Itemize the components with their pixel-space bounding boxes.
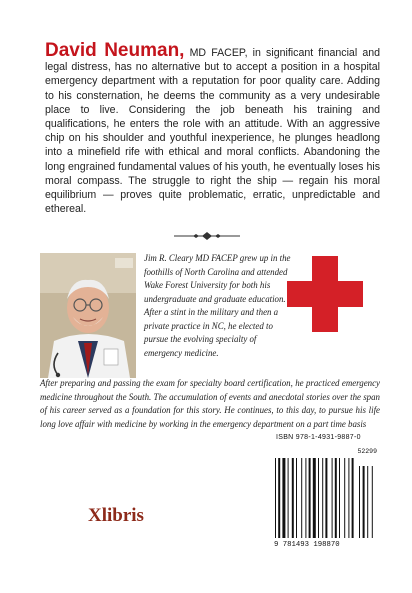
ornamental-divider: [172, 231, 242, 241]
author-bio-bottom: After preparing and passing the exam for specialty board certification, he practiced emergency medicine throughout the South. The accumulation of events and anecdotal stories over the span of his career served as a foundation for this story. He continues, to this day, to pursue his life long love affair with medicine by working in the emergency department on a part time basis: [40, 378, 380, 429]
barcode-block: [271, 432, 380, 557]
red-cross-emblem: [287, 256, 363, 332]
protagonist-name: David Neuman,: [45, 40, 185, 61]
blurb-text: MD FACEP, in significant financial and legal distress, has no alternative but to accept a position in a hospital emergency department with a reputation for poor quality care. Adding to his consternation, he deems the community as a very undesirable place to live. Considering the job beneath his training and qualifications, he enters the role with an attitude. With an aggressive chip on his shoulder and youthful inexperience, he plunges headlong into a minefield rife with ethical and moral conflicts. Abandoning the long engrained fundamental values of his youth, he eventually loses his moral compass. The struggle to right the ship — regain his moral equilibrium — proves quite problematic, erratic, unpredictable and ethereal.: [45, 47, 380, 216]
publisher-logo: Xlibris: [88, 505, 144, 526]
back-cover-blurb: [45, 42, 380, 216]
barcode-digits: 9 781493 198870: [274, 541, 340, 549]
isbn-text: ISBN 978-1-4931-9887-0: [276, 434, 361, 441]
barcode-bars: [275, 458, 376, 540]
author-bio-top: Jim R. Cleary MD FACEP grew up in the foothills of North Carolina and attended Wake Forest University for both his undergraduate and graduate education. After a stint in the military and then a private practice in NC, he elected to pursue the evolving specialty of emergency medicine.: [144, 253, 291, 358]
price-code: 52299: [357, 448, 377, 455]
author-photo: [40, 253, 136, 378]
